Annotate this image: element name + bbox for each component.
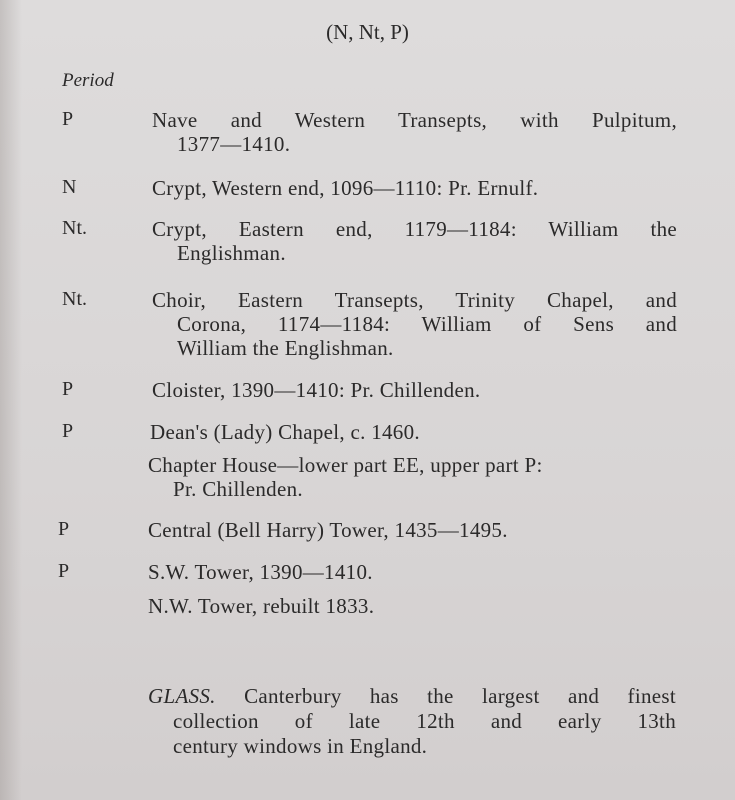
period-code: N: [62, 176, 77, 198]
building-entry: [152, 108, 677, 156]
period-code: P: [58, 560, 70, 582]
building-entry: [152, 217, 677, 265]
entry-line: Chapter House—lower part EE, upper part P:: [148, 453, 543, 477]
entry-line: Dean's (Lady) Chapel, c. 1460.: [150, 420, 420, 444]
page-header: (N, Nt, P): [326, 20, 409, 44]
entry-line: Englishman.: [177, 241, 286, 265]
entry-line: William the Englishman.: [177, 336, 394, 360]
glass-line: century windows in England.: [173, 734, 428, 758]
period-column-label: Period: [62, 70, 114, 91]
building-entry: [148, 560, 673, 584]
entry-line: Choir, Eastern Transepts, Trinity Chapel, and: [152, 288, 677, 312]
building-entry: [152, 378, 677, 402]
glass-text: Canterbury has the largest and finest: [244, 684, 676, 708]
period-code: Nt.: [62, 288, 87, 310]
building-entry: [152, 288, 677, 360]
period-code: P: [58, 518, 70, 540]
building-entry: [148, 594, 673, 618]
entry-line: Pr. Chillenden.: [173, 477, 303, 501]
glass-title: GLASS.: [148, 684, 216, 708]
entry-line: 1377—1410.: [177, 132, 291, 156]
building-entry: [150, 420, 675, 444]
building-entry: [152, 176, 677, 200]
entry-line: Crypt, Eastern end, 1179—1184: William the: [152, 217, 677, 241]
period-code: P: [62, 420, 74, 442]
entry-line: N.W. Tower, rebuilt 1833.: [148, 594, 375, 618]
entry-line: Crypt, Western end, 1096—1110: Pr. Ernulf.: [152, 176, 539, 200]
entry-line: Corona, 1174—1184: William of Sens and: [177, 312, 677, 336]
period-code: P: [62, 378, 74, 400]
entry-line: Cloister, 1390—1410: Pr. Chillenden.: [152, 378, 481, 402]
entry-line: Nave and Western Transepts, with Pulpitum,: [152, 108, 677, 132]
glass-line: collection of late 12th and early 13th: [173, 709, 676, 733]
period-code: Nt.: [62, 217, 87, 239]
entry-line: S.W. Tower, 1390—1410.: [148, 560, 373, 584]
building-entry: [148, 453, 673, 501]
building-entry: [148, 518, 673, 542]
period-code: P: [62, 108, 74, 130]
entry-line: Central (Bell Harry) Tower, 1435—1495.: [148, 518, 508, 542]
glass-paragraph: [148, 684, 676, 759]
page-edge-shadow: [0, 0, 22, 800]
glass-line: [148, 684, 676, 709]
